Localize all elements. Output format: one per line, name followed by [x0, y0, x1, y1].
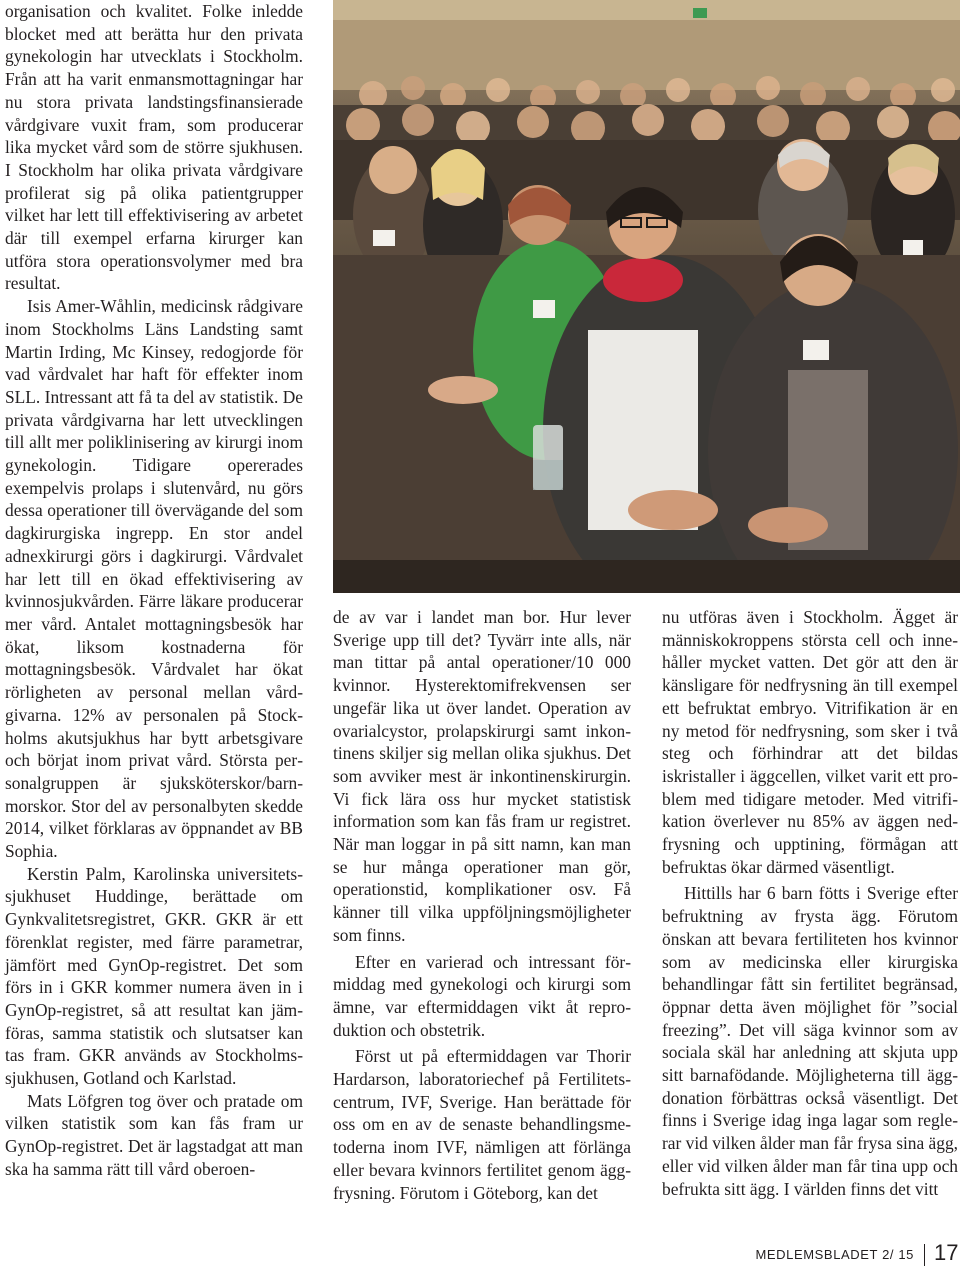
paragraph: Kerstin Palm, Karolinska universitetssjukhuset Huddinge, berättade om Gynkvalitetsregistret, GKR. GKR är ett förenklat register, med färre parametrar, jämfört med GynOp-registret. Det som förs in i GKR kommer numera även in i GynOp-registret, så att resultat kan jämföras, samma statistik och slutsatser kan tas fram. GKR används av Stockholmssjukhusen, Gotland och Karlstad.: [5, 863, 303, 1089]
paragraph: Isis Amer-Wåhlin, medicinsk rådgivare inom Stockholms Läns Landsting samt Martin Irding, Mc Kinsey, redogjorde för vad vårdvalet har haft för effekter inom SLL. Intressant att få ta del av statistik. De privata vårdgivarna har lett utvecklingen till allt mer poliklinisering av kirurgi inom gynekologin. Tidigare opererades exempelvis prolaps i slutenvård, nu görs dessa operationer till övervägande del som dagkirurgiska ingrepp. En stor andel adnexkirurgi görs i dagkirurgi. Vårdvalet har lett till en ökad effektivisering av kvinnosjukvården. Färre läkare producerar mer vård. Antalet mottagningsbesök har ökat, liksom kostnaderna för mottagningsbesök. Vårdvalet har ökat rörligheten av personal mellan vårdgivarna. 12% av personalen på Stockholms akutsjukhus har bytt arbetsgivare och börjat inom privat vård. Största personalgruppen är sjuksköterskor/barnmorskor. Stor del av personalbyten skedde 2014, vilket förklaras av öppnandet av BB Sophia.: [5, 296, 303, 862]
paragraph: nu utföras även i Stockholm. Ägget är människokroppens största cell och innehåller mycket vatten. Det gör att den är känsligare för nedfrysning än till exempel ett befruktat embryo. Vitrifikation är en ny metod för nedfrysning, som sker i två steg och förhindrar att det bildas iskristaller i äggcellen, vilket varit ett problem med tidigare metoder. Med vitrifikation överlever nu 85% av äggen nedfrysning och upptining, förmågan att befruktas ökar därmed väsentligt.: [662, 607, 958, 877]
footer-divider: [924, 1244, 925, 1266]
article-column-middle: [333, 606, 631, 1204]
paragraph: Först ut på eftermiddagen var Thorir Hardarson, laboratoriechef på Fertilitetscentrum, IVF, Sverige. Han berättade för oss om en av de senaste behandlingsmetoderna inom IVF, nämligen att förlänga eller bevara kvinnors fertilitet genom äggfrysning. Förutom i Göteborg, kan det: [333, 1046, 631, 1203]
paragraph: Mats Löfgren tog över och pratade om vilken statistik som kan fås fram ur GynOp-registret. Det är lagstadgat att man ska ha samma rätt till vård oberoen-: [5, 1090, 303, 1179]
paragraph: organisation och kvalitet. Folke inledde blocket med att berätta hur den privata gynekologin har utvecklats i Stockholm. Från att ha varit enmansmottagningar har nu stora privata landstingsfinansierade vårdgivare vuxit fram, som producerar lika mycket vård som de större sjukhusen. I Stockholm har olika privata vårdgivare profilerat sig på olika patientgrupper vilket har lett till effektivisering av arbetet där till exempel erfarna kirurger kan utföra stora operationsvolymer med bra resultat.: [5, 1, 303, 294]
conference-audience-photo: [333, 0, 960, 593]
page-number: 17: [934, 1240, 959, 1265]
paragraph: Efter en varierad och intressant förmiddag med gynekologi och kirurgi som ämne, var eftermiddagen vikt åt reproduktion och obstetrik.: [333, 951, 631, 1040]
article-column-right: [662, 606, 958, 1200]
paragraph: de av var i landet man bor. Hur lever Sverige upp till det? Tyvärr inte alls, när man tittar på antal operationer/10 000 kvinnor. Hysterektomifrekvensen ser ungefär lika ut över landet. Operation av ovarialcystor, prolapskirurgi samt inkontinens skiljer sig mellan olika sjukhus. Det som avviker mest är inkontinenskirurgin. Vi fick lära oss hur mycket statistisk information som kan fås fram ur registret. När man loggar in på sitt namn, kan man se hur många operationer man gör, operationstid, komplikationer osv. Få känner till vilka uppföljningsmöjligheter som finns.: [333, 607, 631, 945]
article-column-left: [5, 0, 303, 1181]
paragraph: Hittills har 6 barn fötts i Sverige efter befruktning av frysta ägg. Förutom önskan att bevara fertiliteten hos kvinnor som av medicinska eller kirurgiska behandlingar fått sin fertilitet begränsad, öppnar detta även möjlighet för ”social freezing”. Det vill säga kvinnor som av sociala skäl har anledning att skjuta upp sitt barnafödande. Möjligheterna till äggdonation förbättras också väsentligt. Det finns i Sverige idag inga lagar som reglerar vid vilken ålder man får frysa sina ägg, eller vid vilken ålder man får tina upp och befrukta sitt ägg. I världen finns det vitt: [662, 883, 959, 1199]
footer-publication-name: MEDLEMSBLADET 2/ 15: [755, 1247, 914, 1262]
photo-illustration: [333, 0, 960, 593]
